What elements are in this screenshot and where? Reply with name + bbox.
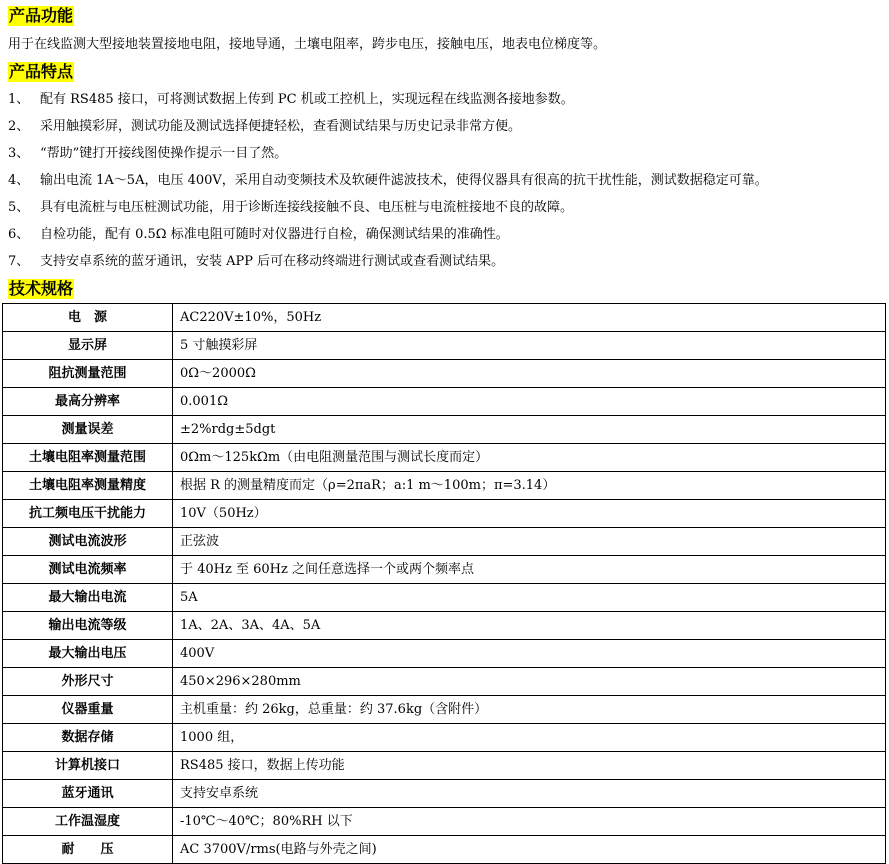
table-row [3, 556, 886, 584]
spec-label: 蓝牙通讯 [3, 780, 173, 808]
spec-label: 显示屏 [3, 332, 173, 360]
spec-value: RS485 接口，数据上传功能 [173, 752, 886, 780]
table-row [3, 304, 886, 332]
table-row [3, 416, 886, 444]
spec-value: 5A [173, 584, 886, 612]
spec-value: 400V [173, 640, 886, 668]
table-row [3, 444, 886, 472]
spec-label: 土壤电阻率测量精度 [3, 472, 173, 500]
table-row [3, 668, 886, 696]
spec-value: 支持安卓系统 [173, 780, 886, 808]
spec-label: 计算机接口 [3, 752, 173, 780]
spec-value: 0.001Ω [173, 388, 886, 416]
spec-value: 10V（50Hz） [173, 500, 886, 528]
spec-value: ±2%rdg±5dgt [173, 416, 886, 444]
spec-label: 数据存储 [3, 724, 173, 752]
feature-text: 输出电流 1A～5A，电压 400V，采用自动变频技术及软硬件滤波技术，使得仪器具有很高的抗干扰性能，测试数据稳定可靠。 [40, 173, 768, 188]
table-row [3, 528, 886, 556]
spec-label: 最大输出电流 [3, 584, 173, 612]
spec-label: 测试电流波形 [3, 528, 173, 556]
spec-value: 于 40Hz 至 60Hz 之间任意选择一个或两个频率点 [173, 556, 886, 584]
spec-label: 电 源 [3, 304, 173, 332]
table-row [3, 612, 886, 640]
spec-label: 测量误差 [3, 416, 173, 444]
spec-value: 0Ωm～125kΩm（由电阻测量范围与测试长度而定） [173, 444, 886, 472]
spec-label: 输出电流等级 [3, 612, 173, 640]
feature-text: 配有 RS485 接口，可将测试数据上传到 PC 机或工控机上，实现远程在线监测各接地参数。 [40, 92, 574, 107]
spec-value: 主机重量：约 26kg，总重量：约 37.6kg（含附件） [173, 696, 886, 724]
feature-text: 自检功能，配有 0.5Ω 标准电阻可随时对仪器进行自检，确保测试结果的准确性。 [40, 227, 509, 242]
table-row [3, 500, 886, 528]
table-row [3, 808, 886, 836]
feature-number: 2、 [8, 119, 30, 134]
spec-value: AC220V±10%，50Hz [173, 304, 886, 332]
table-row [3, 472, 886, 500]
spec-label: 外形尺寸 [3, 668, 173, 696]
table-row [3, 388, 886, 416]
table-row [3, 584, 886, 612]
feature-item [8, 144, 287, 164]
spec-label: 耐 压 [3, 836, 173, 864]
feature-text: 具有电流桩与电压桩测试功能，用于诊断连接线接触不良、电压桩与电流桩接地不良的故障。 [40, 200, 574, 215]
table-row [3, 836, 886, 864]
table-row [3, 696, 886, 724]
spec-label: 土壤电阻率测量范围 [3, 444, 173, 472]
feature-item [8, 90, 574, 110]
feature-item [8, 171, 768, 191]
table-row [3, 724, 886, 752]
feature-text: 支持安卓系统的蓝牙通讯，安装 APP 后可在移动终端进行测试或查看测试结果。 [40, 254, 505, 269]
feature-item [8, 225, 509, 245]
feature-item [8, 117, 521, 137]
table-row [3, 332, 886, 360]
feature-number: 6、 [8, 227, 30, 242]
feature-item [8, 252, 504, 272]
spec-value: 1A、2A、3A、4A、5A [173, 612, 886, 640]
specs-table [2, 303, 886, 864]
feature-item [8, 198, 573, 218]
spec-value: 1000 组， [173, 724, 886, 752]
feature-text: “帮助”键打开接线图使操作提示一目了然。 [40, 146, 288, 161]
spec-label: 测试电流频率 [3, 556, 173, 584]
product-features-heading: 产品特点 [9, 62, 74, 81]
feature-number: 5、 [8, 200, 30, 215]
table-row [3, 780, 886, 808]
spec-value: AC 3700V/rms(电路与外壳之间) [173, 836, 886, 864]
spec-label: 阻抗测量范围 [3, 360, 173, 388]
product-function-heading: 产品功能 [9, 6, 74, 25]
spec-label: 仪器重量 [3, 696, 173, 724]
table-row [3, 752, 886, 780]
spec-label: 最高分辨率 [3, 388, 173, 416]
spec-value: 根据 R 的测量精度而定（ρ=2πaR；a:1 m～100m；π=3.14） [173, 472, 886, 500]
table-row [3, 360, 886, 388]
spec-value: 正弦波 [173, 528, 886, 556]
spec-value: -10℃～40℃；80%RH 以下 [173, 808, 886, 836]
feature-number: 7、 [8, 254, 30, 269]
spec-value: 0Ω～2000Ω [173, 360, 886, 388]
spec-value: 450×296×280mm [173, 668, 886, 696]
feature-text: 采用触摸彩屏，测试功能及测试选择便捷轻松，查看测试结果与历史记录非常方便。 [40, 119, 522, 134]
feature-number: 1、 [8, 92, 30, 107]
feature-number: 3、 [8, 146, 30, 161]
product-function-text: 用于在线监测大型接地装置接地电阻，接地导通，土壤电阻率，跨步电压，接触电压，地表电位梯度等。 [8, 37, 607, 52]
tech-specs-heading: 技术规格 [9, 279, 74, 298]
spec-label: 工作温湿度 [3, 808, 173, 836]
feature-number: 4、 [8, 173, 30, 188]
spec-label: 抗工频电压干扰能力 [3, 500, 173, 528]
spec-value: 5 寸触摸彩屏 [173, 332, 886, 360]
spec-label: 最大输出电压 [3, 640, 173, 668]
table-row [3, 640, 886, 668]
